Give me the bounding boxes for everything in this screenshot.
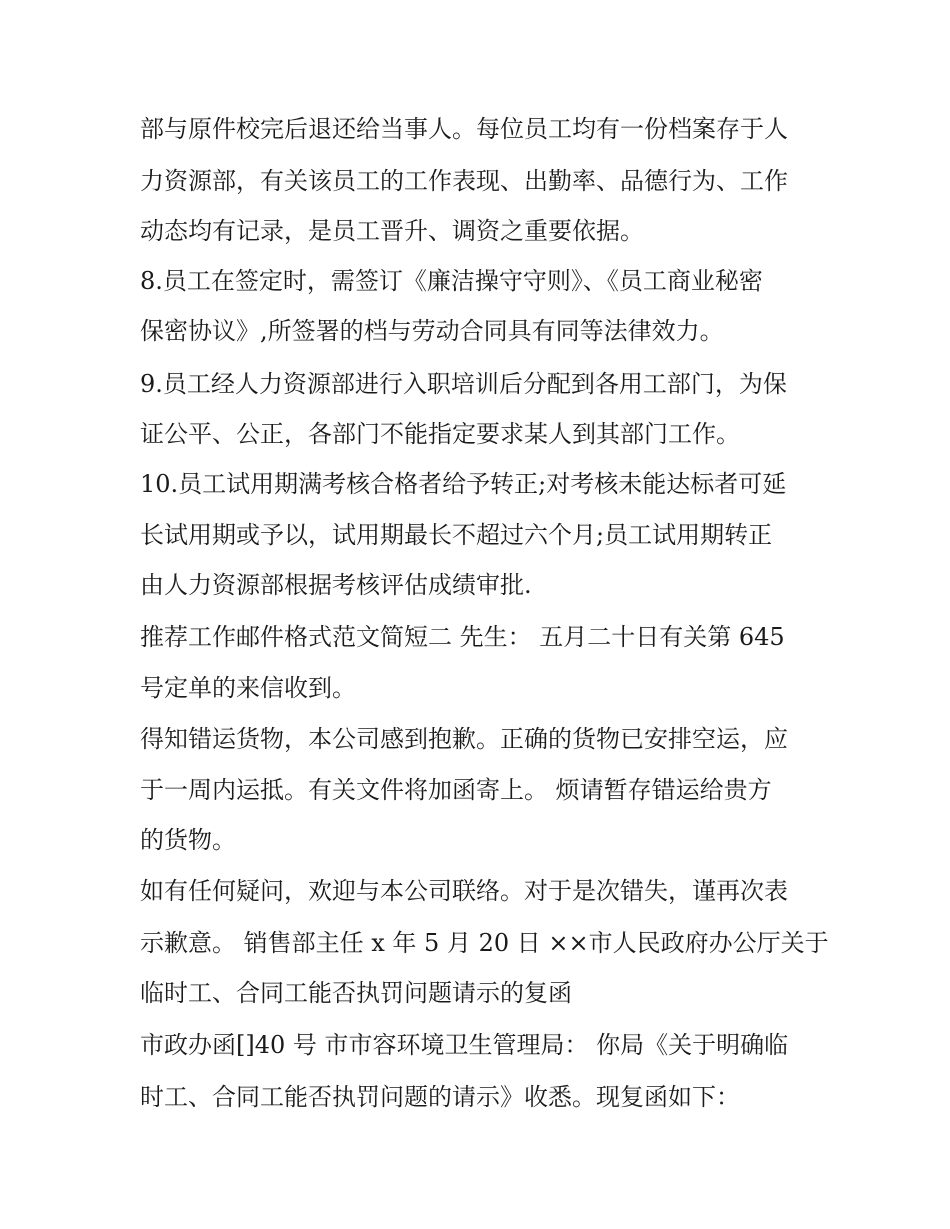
text-line: 部与原件校完后退还给当事人。每位员工均有一份档案存于人 bbox=[140, 115, 788, 143]
text-line: 示歉意。 销售部主任 x 年 5 月 20 日 ××市人民政府办公厅关于 bbox=[140, 929, 829, 957]
text-line: 临时工、合同工能否执罚问题请示的复函 bbox=[140, 979, 572, 1007]
text-line: 动态均有记录，是员工晋升、调资之重要依据。 bbox=[140, 217, 644, 245]
text-line: 长试用期或予以，试用期最长不超过六个月;员工试用期转正 bbox=[140, 521, 773, 549]
text-line: 的货物。 bbox=[140, 826, 236, 854]
text-line: 9.员工经人力资源部进行入职培训后分配到各用工部门，为保 bbox=[140, 370, 787, 398]
text-line: 得知错运货物，本公司感到抱歉。正确的货物已安排空运，应 bbox=[140, 725, 788, 753]
text-line: 如有任何疑问，欢迎与本公司联络。对于是次错失，谨再次表 bbox=[140, 877, 788, 905]
text-line: 推荐工作邮件格式范文简短二 先生： 五月二十日有关第 645 bbox=[140, 623, 785, 651]
text-line: 市政办函[]40 号 市市容环境卫生管理局： 你局《关于明确临 bbox=[140, 1031, 789, 1059]
text-line: 由人力资源部根据考核评估成绩审批. bbox=[140, 571, 532, 599]
text-line: 8.员工在签定时，需签订《廉洁操守守则》、《员工商业秘密 bbox=[140, 267, 763, 295]
text-line: 保密协议》,所签署的档与劳动合同具有同等法律效力。 bbox=[140, 317, 724, 345]
text-line: 力资源部，有关该员工的工作表现、出勤率、品德行为、工作 bbox=[140, 167, 788, 195]
text-line: 证公平、公正，各部门不能指定要求某人到其部门工作。 bbox=[140, 420, 740, 448]
text-line: 时工、合同工能否执罚问题的请示》收悉。现复函如下： bbox=[140, 1083, 740, 1111]
text-line: 号定单的来信收到。 bbox=[140, 674, 356, 702]
text-line: 10.员工试用期满考核合格者给予转正;对考核未能达标者可延 bbox=[140, 470, 787, 498]
text-line: 于一周内运抵。有关文件将加函寄上。 烦请暂存错运给贵方 bbox=[140, 776, 772, 804]
